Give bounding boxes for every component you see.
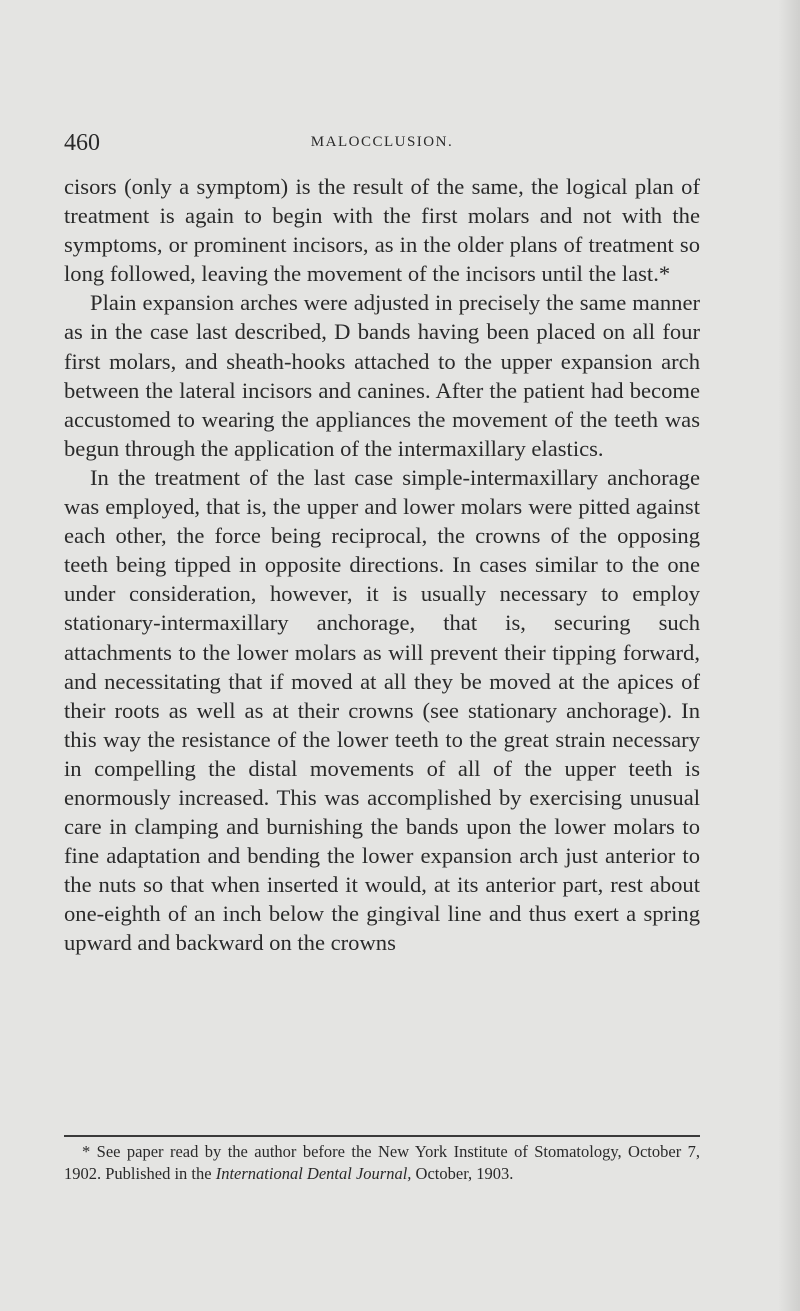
paragraph-continued: cisors (only a symptom) is the result of the same, the logical plan of treatment is again to begin with the first molars and not with the symptoms, or prominent incisors, as in the older plans of treatment so long followed, leaving the movement of the incisors until the last.* (64, 174, 700, 287)
paragraph: Plain expansion arches were adjusted in precisely the same manner as in the case last described, D bands having been placed on all four first molars, and sheath-hooks attached to the upper expansion arch between the lateral incisors and canines. After the patient had become accustomed to wearing the appliances the movement of the teeth was begun through the application of the intermaxillary elastics. (64, 290, 700, 461)
paragraph: In the treatment of the last case simple-intermaxillary anchorage was employed, that is, the upper and lower molars were pitted against each other, the force being reciprocal, the crowns of the opposing teeth being tipped in opposite directions. In cases similar to the one under consideration, however, it is usually necessary to employ stationary-intermaxillary anchorage, that is, securing such attachments to the lower molars as will prevent their tipping forward, and necessitating that if moved at all they be moved at the apices of their roots as well as at their crowns (see stationary anchorage). In this way the resistance of the lower teeth to the great strain necessary in compelling the distal movements of all of the upper teeth is enormously increased. This was accomplished by exercising unusual care in clamping and burnishing the bands upon the lower molars to fine adaptation and bending the lower expansion arch just anterior to the nuts so that when inserted it would, at its anterior part, rest about one-eighth of an inch below the gingival line and thus exert a spring upward and backward on the crowns (64, 464, 700, 956)
footnote-date: October, 1903. (411, 1163, 514, 1183)
footnote-text: * See paper read by the author before the New York Institute of Stomatology, October 7, 1902. Published in the (64, 1142, 700, 1183)
footnote (64, 1141, 700, 1184)
footnote-divider (64, 1135, 700, 1137)
page-number: 460 (64, 130, 100, 156)
running-head: MALOCCLUSION. (310, 134, 454, 150)
body-text (64, 172, 700, 958)
page-edge-shadow (778, 0, 800, 1311)
page-header (64, 128, 700, 164)
footnote-journal: International Dental Journal, (215, 1163, 412, 1183)
